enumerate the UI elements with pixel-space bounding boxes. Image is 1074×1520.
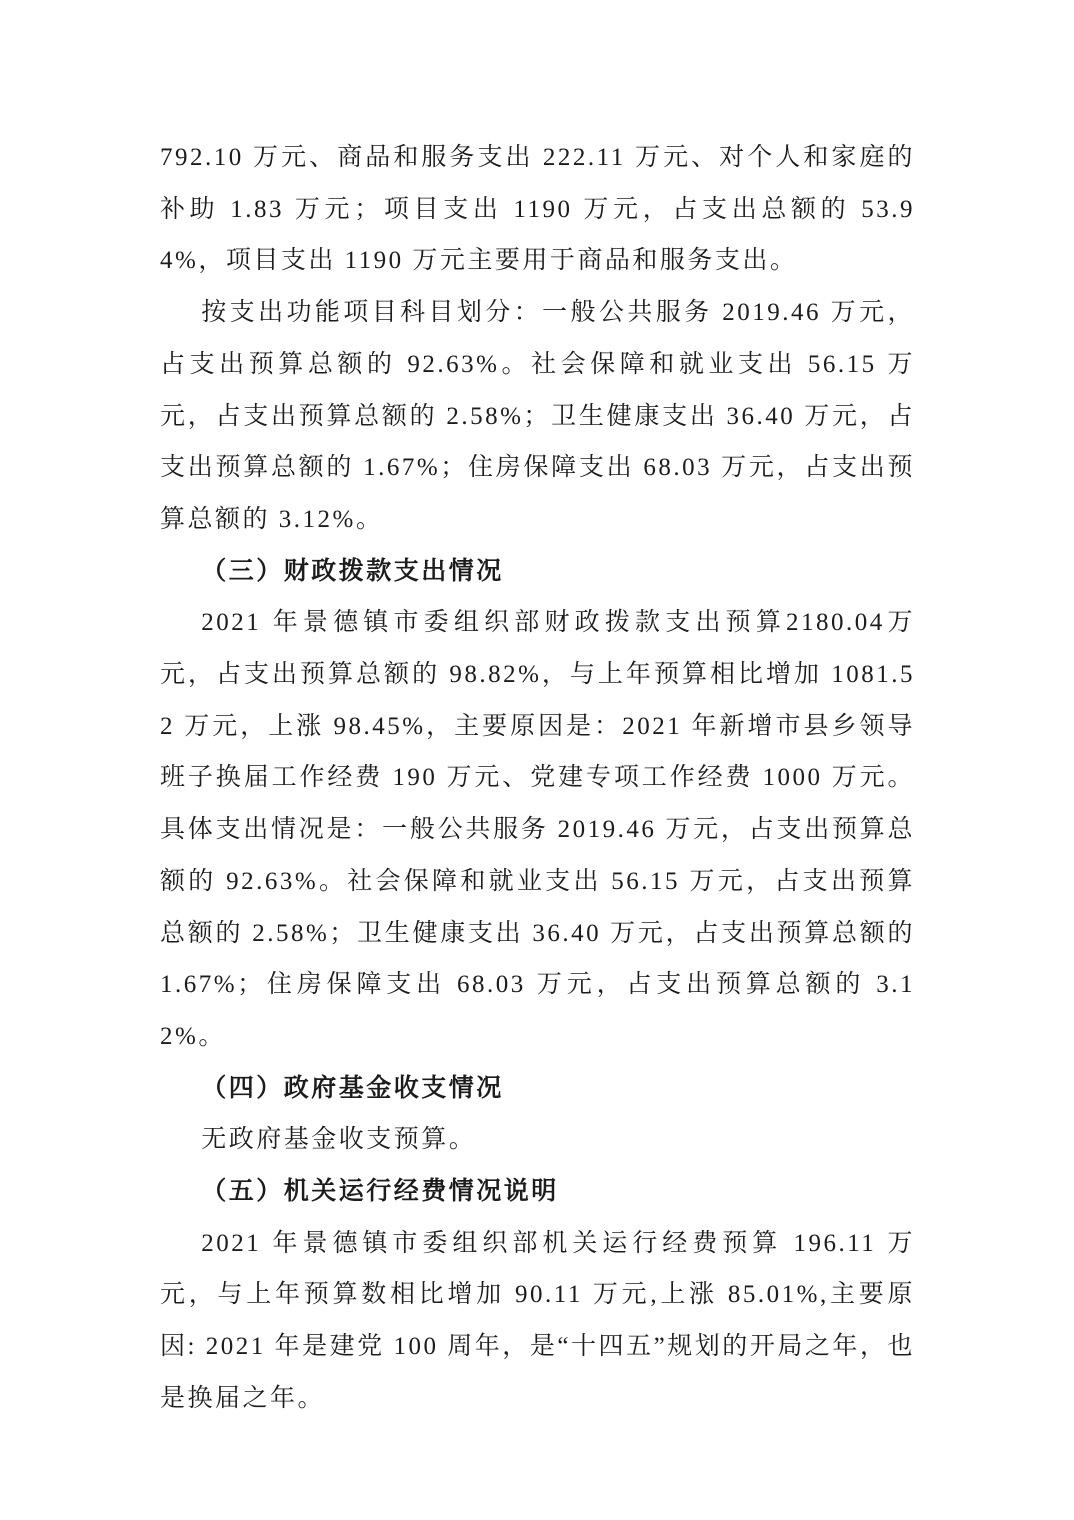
section-heading-fiscal-appropriation-expenditure: （三）财政拨款支出情况: [201, 557, 504, 585]
section-heading-operating-expenses: （五）机关运行经费情况说明: [201, 1178, 559, 1206]
section-heading-government-fund: （四）政府基金收支情况: [201, 1074, 504, 1102]
paragraph-operating-expenses-detail: 2021 年景德镇市委组织部机关运行经费预算 196.11 万元，与上年预算数相比增加 90.11 万元,上涨 85.01%,主要原因: 2021 年是建党 100 周年，是“十四五”规划的开局之年，也是换届之年。: [160, 1229, 915, 1412]
paragraph-expenditure-carryover: 792.10 万元、商品和服务支出 222.11 万元、对个人和家庭的补助 1.83 万元；项目支出 1190 万元，占支出总额的 53.94%，项目支出 1190 万元主要用于商品和服务支出。: [160, 144, 915, 275]
paragraph-fiscal-appropriation-detail: 2021 年景德镇市委组织部财政拨款支出预算2180.04万元，占支出预算总额的 98.82%，与上年预算相比增加 1081.52 万元，上涨 98.45%，主要原因是：2021 年新增市县乡领导班子换届工作经费 190 万元、党建专项工作经费 1000 万元。具体支出情况是：一般公共服务 2019.46 万元，占支出预算总额的 92.63%。社会保障和就业支出 56.15 万元，占支出预算总额的 2.58%；卫生健康支出 36.40 万元，占支出预算总额的 1.67%；住房保障支出 68.03 万元，占支出预算总额的 3.12%。: [160, 609, 915, 1050]
paragraph-government-fund: 无政府基金收支预算。: [201, 1126, 477, 1154]
paragraph-expenditure-by-function: 按支出功能项目科目划分：一般公共服务 2019.46 万元，占支出预算总额的 92.63%。社会保障和就业支出 56.15 万元，占支出预算总额的 2.58%；卫生健康支出 36.40 万元，占支出预算总额的 1.67%；住房保障支出 68.03 万元，占支出预算总额的 3.12%。: [160, 299, 915, 533]
